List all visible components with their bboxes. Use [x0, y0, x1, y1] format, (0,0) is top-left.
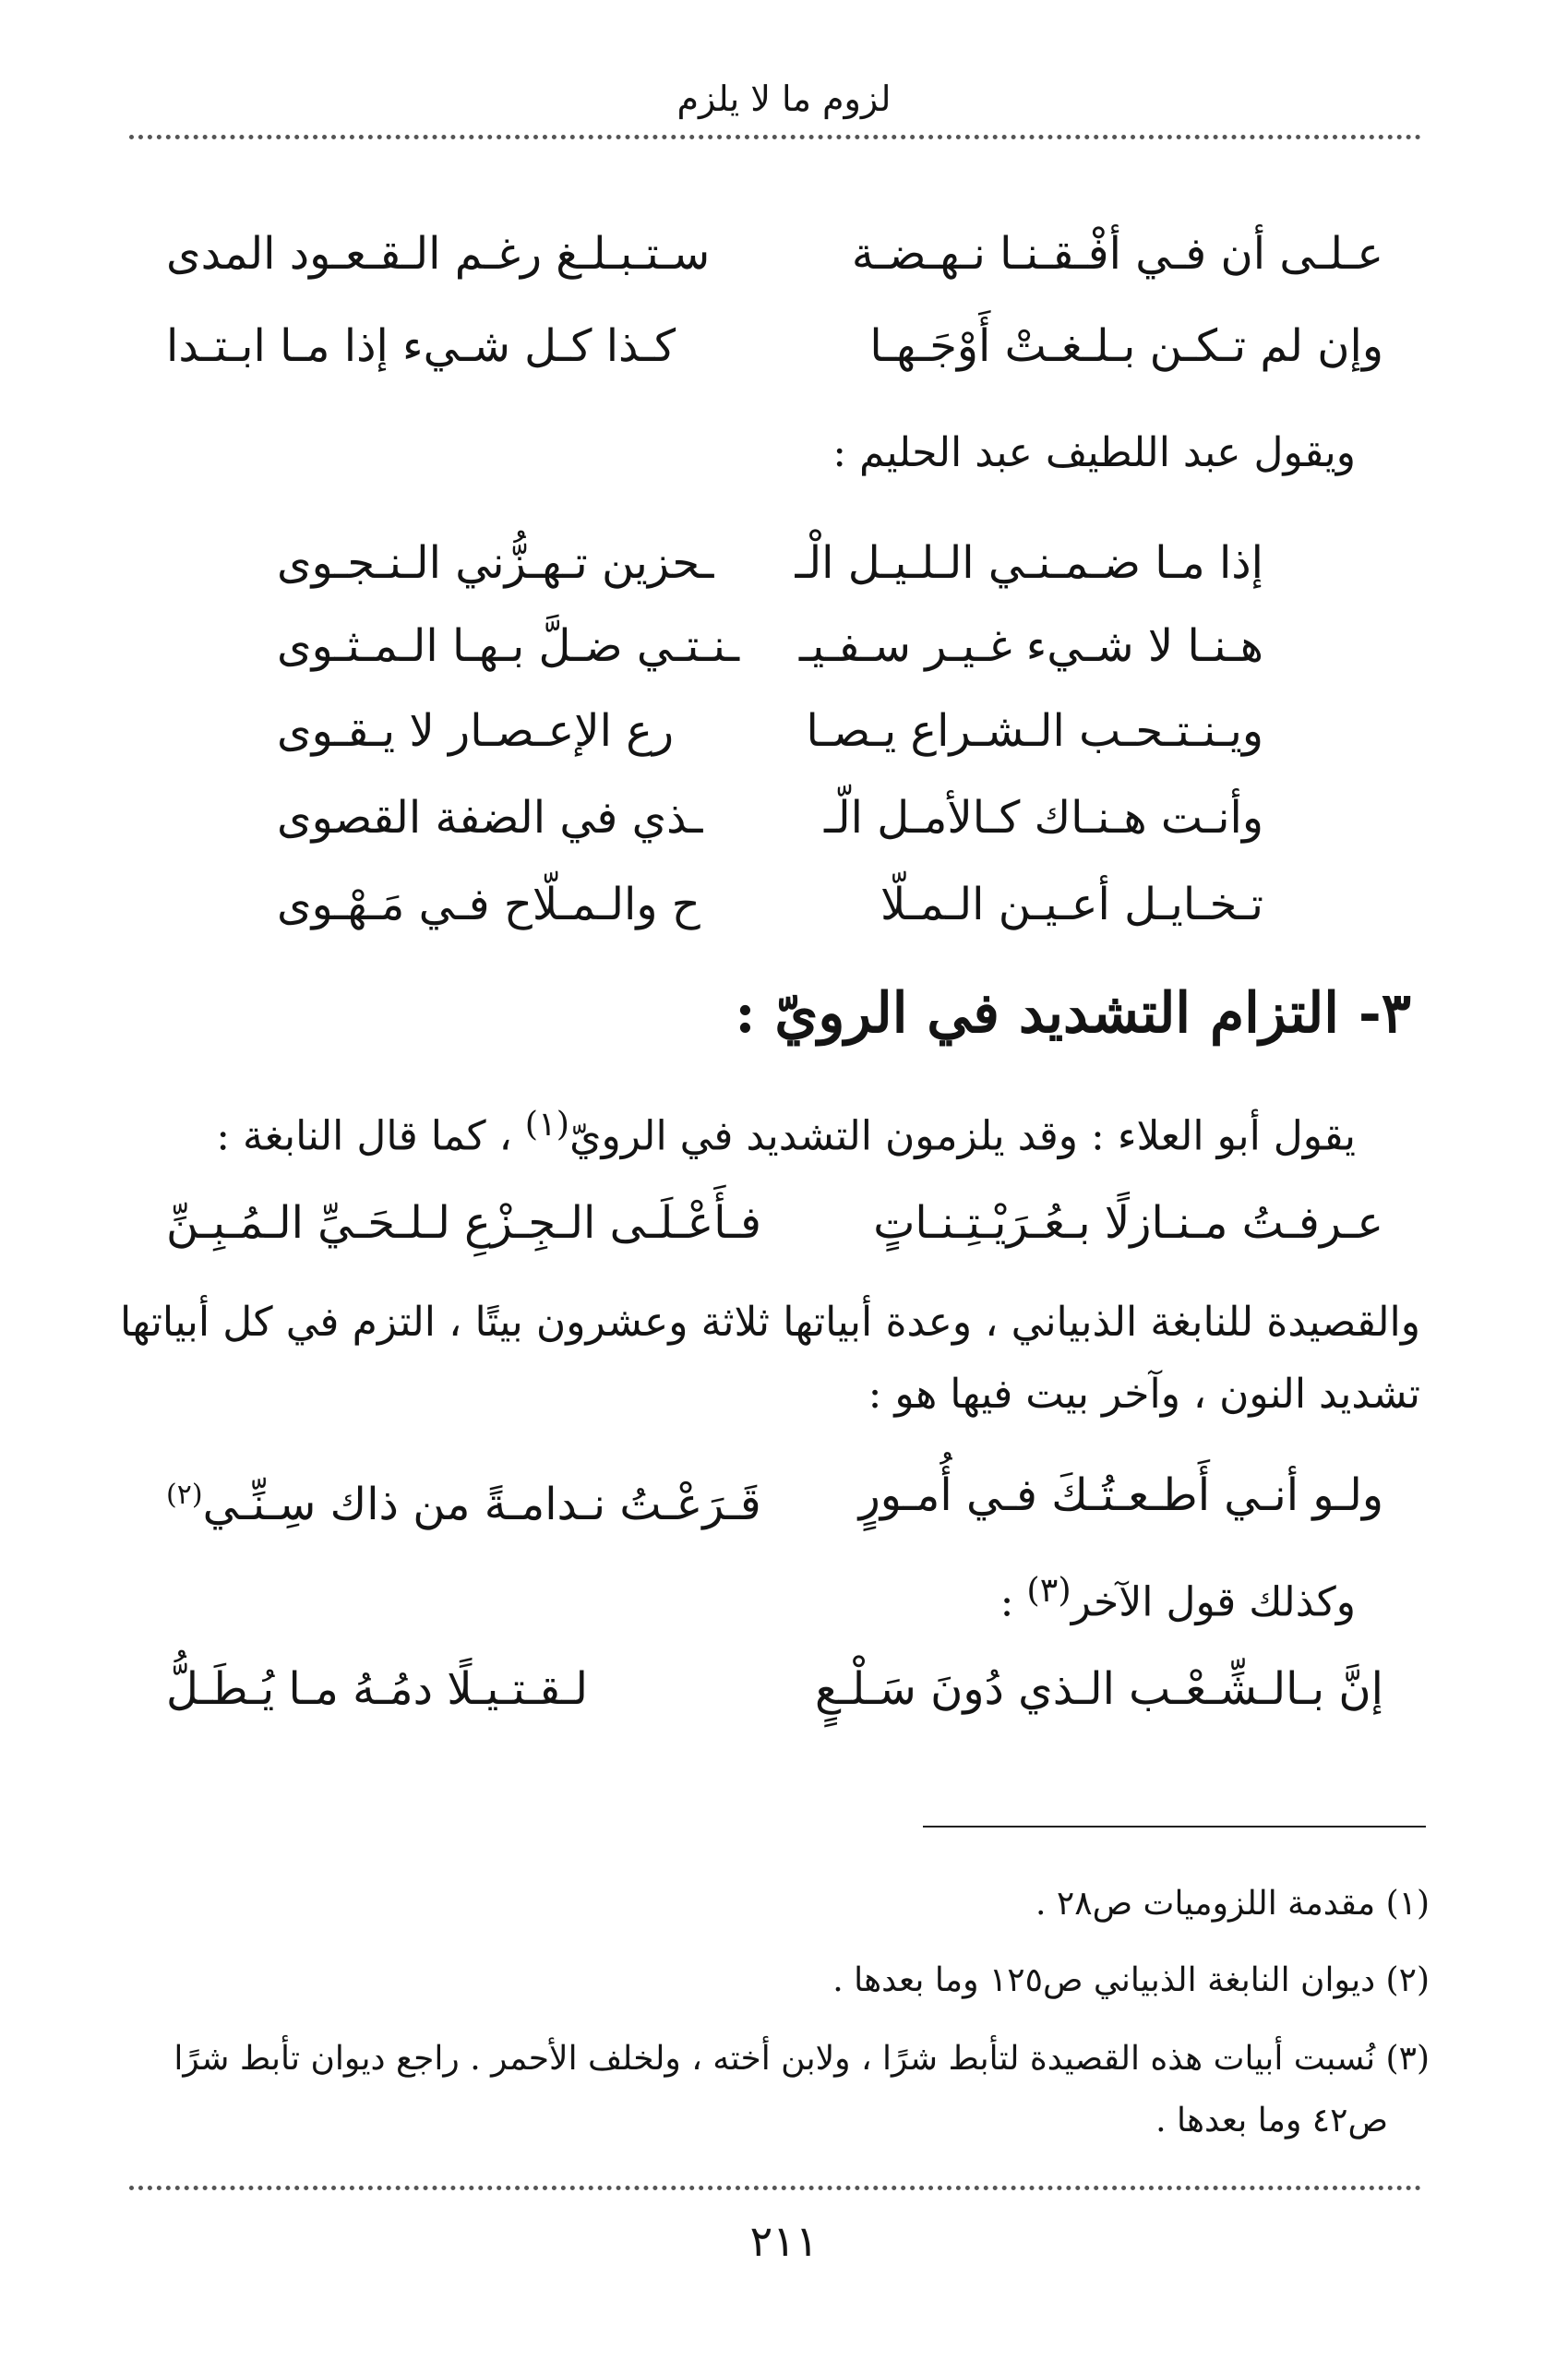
verse-first-hemistich: ولـو أنـي أَطـعـتُـكَ فـي أُمـورٍ — [858, 1469, 1383, 1521]
paragraph-line: والقصيدة للنابغة الذبياني ، وعدة أبياتها ثلاثة وعشرون بيتًا ، التزم في كل أبياتها — [120, 1299, 1420, 1346]
footnote: (٣) نُسبت أبيات هذه القصيدة لتأبط شرًا ، ولابن أخته ، ولخلف الأحمر . راجع ديوان تأبط شرًا — [174, 2040, 1430, 2078]
verse-second-hemistich: ـحزين تـهـزُّني الـنـجـوى — [277, 537, 714, 589]
verse-second-hemistich: ـنـتـي ضـلَّ بـهـا الـمـثـوى — [277, 620, 740, 672]
verse-first-hemistich: تـخـايـل أعـيـن الـمـلّا — [880, 879, 1263, 930]
verse-second-hemistich: كـذا كـل شـيء إذا مـا ابـتـدا — [166, 320, 676, 372]
verse-second-hemistich — [166, 1463, 761, 1537]
footnote-ref: (١) — [524, 1104, 570, 1144]
verse-second-hemistich: ـذي في الضفة القصوى — [277, 792, 703, 844]
section-heading: ٣- التزام التشديد في الرويّ : — [735, 981, 1411, 1046]
paragraph-line: تشديد النون ، وآخر بيت فيها هو : — [868, 1371, 1420, 1418]
verse-first-hemistich: وأنـت هـنـاك كـالأمـل الّـ — [823, 792, 1263, 844]
verse-second-hemistich: لـقـتـيـلًا دمُـهُ مـا يُـطَـلُّ — [166, 1663, 589, 1715]
verse-first-hemistich: إذا مـا ضـمـنـي الـلـيـل الْـ — [795, 537, 1263, 589]
verse-first-hemistich: إنَّ بـالـشِّـعْـب الـذي دُونَ سَـلْـعٍ — [815, 1663, 1383, 1715]
paragraph-text: يقول أبو العلاء : وقد يلزمون التشديد في الرويّ — [569, 1112, 1356, 1160]
paragraph-text: ، كما قال النابغة : — [216, 1112, 525, 1160]
footnote-ref: (٣) — [1026, 1570, 1071, 1610]
intro-line: ويقول عبد اللطيف عبد الحليم : — [832, 429, 1356, 476]
verse-text: قَـرَعْـتُ نـدامـةً من ذاك سِـنِّـي — [202, 1479, 761, 1530]
footnote-continuation: ص٤٢ وما بعدها . — [1155, 2102, 1388, 2139]
verse-second-hemistich: فـأَعْـلَـى الـجِـزْعِ لـلـحَـيِّ الـمُـبِـنِّ — [166, 1197, 761, 1249]
footnote: (٢) ديوان النابغة الذبياني ص١٢٥ وما بعدها . — [832, 1961, 1430, 1999]
header-rule — [129, 135, 1421, 139]
footer-rule — [129, 2186, 1421, 2190]
verse-first-hemistich: عـلـى أن فـي أفْـقـنـا نـهـضـة — [851, 228, 1383, 280]
paragraph — [120, 1094, 1356, 1168]
paragraph — [120, 1560, 1356, 1634]
running-title: لزوم ما لا يلزم — [676, 78, 892, 119]
verse-first-hemistich: عـرفـتُ مـنـازلًا بـعُـرَيْـتِـنـاتٍ — [873, 1197, 1383, 1249]
verse-first-hemistich: وإن لم تـكـن بـلـغـتْ أَوْجَـهـا — [869, 320, 1383, 372]
page-number: ٢١١ — [749, 2216, 819, 2266]
verse-first-hemistich: ويـنـتـحـب الـشـراع يـصـا — [806, 705, 1263, 757]
paragraph-text: وكذلك قول الآخر — [1071, 1578, 1356, 1626]
footnote-rule — [923, 1826, 1426, 1828]
verse-second-hemistich: ح والـمـلّاح فـي مَـهْـوى — [277, 879, 700, 930]
footnote: (١) مقدمة اللزوميات ص٢٨ . — [1035, 1885, 1430, 1923]
footnote-ref: (٢) — [166, 1479, 203, 1511]
verse-first-hemistich: هـنـا لا شـيء غـيـر سـفـيـ — [798, 620, 1263, 672]
verse-second-hemistich: سـتـبـلـغ رغـم الـقـعـود المدى — [166, 228, 711, 280]
paragraph-text: : — [999, 1578, 1027, 1626]
verse-second-hemistich: رع الإعـصـار لا يـقـوى — [277, 705, 675, 757]
